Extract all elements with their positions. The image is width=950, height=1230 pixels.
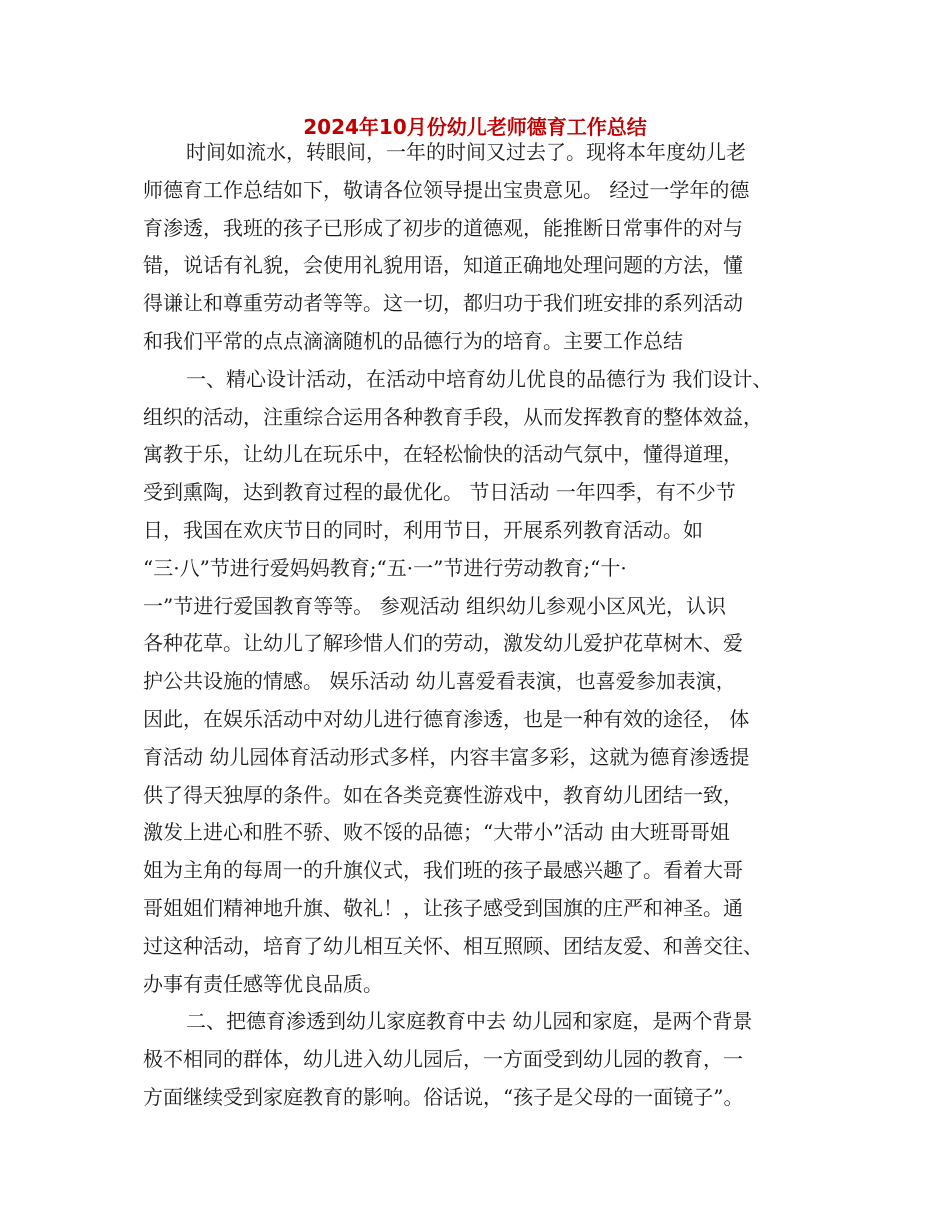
text-line: 二、把德育渗透到幼儿家庭教育中去 幼儿园和家庭，是两个背景 [186,1009,753,1034]
text-line: 姐为主角的每周一的升旗仪式，我们班的孩子最感兴趣了。看着大哥 [143,858,743,883]
text-line: 师德育工作总结如下，敬请各位领导提出宝贵意见。 经过一学年的德 [143,177,750,202]
text-line: 错，说话有礼貌，会使用礼貌用语，知道正确地处理问题的方法，懂 [143,253,743,278]
text-line: 极不相同的群体，幼儿进入幼儿园后，一方面受到幼儿园的教育，一 [143,1047,743,1072]
text-line: 方面继续受到家庭教育的影响。俗话说，“孩子是父母的一面镜子”。 [143,1084,744,1109]
text-line: “三·八”节进行爱妈妈教育;“五·一”节进行劳动教育;“十· [143,555,627,580]
text-line: 受到熏陶，达到教育过程的最优化。 节日活动 一年四季，有不少节 [143,480,736,505]
text-line: 得谦让和尊重劳动者等等。这一切，都归功于我们班安排的系列活动 [143,291,743,316]
text-line: 过这种活动，培育了幼儿相互关怀、相互照顾、团结友爱、和善交往、 [143,933,763,958]
text-line: 育渗透，我班的孩子已形成了初步的道德观，能推断日常事件的对与 [143,215,743,240]
document-title: 2024年10月份幼儿老师德育工作总结 [303,115,647,139]
text-line: 一、精心设计活动，在活动中培育幼儿优良的品德行为 我们设计、 [186,366,773,391]
text-line: 日，我国在欢庆节日的同时，利用节日，开展系列教育活动。如 [143,517,703,542]
text-line: 一”节进行爱国教育等等。 参观活动 组织幼儿参观小区风光，认识 [143,593,726,618]
text-line: 护公共设施的情感。 娱乐活动 幼儿喜爱看表演，也喜爱参加表演， [143,669,736,694]
text-line: 激发上进心和胜不骄、败不馁的品德；“大带小”活动 由大班哥哥姐 [143,820,730,845]
text-line: 组织的活动，注重综合运用各种教育手段，从而发挥教育的整体效益， [143,404,763,429]
text-line: 育活动 幼儿园体育活动形式多样，内容丰富多彩，这就为德育渗透提 [143,744,750,769]
text-line: 供了得天独厚的条件。如在各类竞赛性游戏中，教育幼儿团结一致， [143,782,743,807]
text-line: 因此，在娱乐活动中对幼儿进行德育渗透，也是一种有效的途径， 体 [143,706,750,731]
text-line: 各种花草。让幼儿了解珍惜人们的劳动，激发幼儿爱护花草树木、爱 [143,631,743,656]
text-line: 哥姐姐们精神地升旗、敬礼！，让孩子感受到国旗的庄严和神圣。通 [143,895,743,920]
text-line: 和我们平常的点点滴滴随机的品德行为的培育。主要工作总结 [143,328,683,353]
text-line: 办事有责任感等优良品质。 [143,971,383,996]
text-line: 时间如流水，转眼间，一年的时间又过去了。现将本年度幼儿老 [186,140,746,164]
text-line: 寓教于乐，让幼儿在玩乐中，在轻松愉快的活动气氛中，懂得道理， [143,442,743,467]
document-body [143,134,843,1117]
